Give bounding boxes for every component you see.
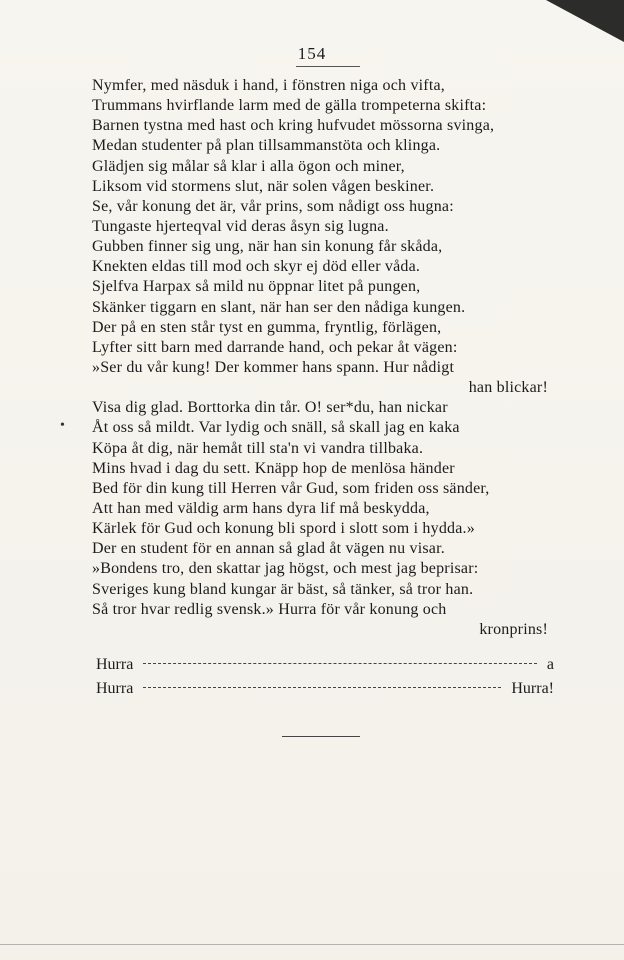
poem-line: Åt oss så mildt. Var lydig och snäll, så skall jag en kaka	[92, 419, 460, 437]
poem-line: Lyfter sitt barn med darrande hand, och pekar åt vägen:	[92, 338, 458, 356]
poem-line: Att han med väldig arm hans dyra lif må beskydda,	[92, 499, 430, 517]
poem-line: Trummans hvirflande larm med de gälla trompeterna skifta:	[92, 97, 487, 115]
poem-line: Knekten eldas till mod och skyr ej död eller våda.	[92, 258, 421, 276]
page-number: 154	[297, 44, 327, 63]
poem-line: »Bondens tro, den skattar jag högst, och mest jag beprisar:	[92, 560, 479, 578]
dash-leader	[143, 663, 537, 664]
poem-text	[92, 76, 554, 640]
poem-line: Nymfer, med näsduk i hand, i fönstren niga och vifta,	[92, 77, 445, 94]
hurra-line-2	[96, 680, 554, 698]
poem-line: »Ser du vår kung! Der kommer hans spann. Hur nådigt	[92, 358, 455, 376]
poem-line: Sjelfva Harpax så mild nu öppnar litet på pungen,	[92, 278, 421, 296]
poem-line: Glädjen sig målar så klar i alla ögon och miner,	[92, 157, 405, 175]
page-number-underline	[296, 66, 360, 67]
closing-rule	[282, 736, 360, 737]
poem-line: Der en student för en annan så glad åt vägen nu visar.	[92, 540, 445, 558]
dash-leader	[143, 687, 501, 688]
poem-line: Sveriges kung bland kungar är bäst, så tänker, så tror han.	[92, 580, 474, 598]
poem-line: Kärlek för Gud och konung bli spord i slott som i hydda.»	[92, 520, 475, 538]
page-corner-shadow	[546, 0, 624, 42]
poem-line: Bed för din kung till Herren vår Gud, som friden oss sänder,	[92, 479, 490, 497]
poem-line: Mins hvad i dag du sett. Knäpp hop de menlösa händer	[92, 459, 455, 477]
poem-line: Medan studenter på plan tillsammanstöta och klinga.	[92, 137, 441, 155]
poem-line: Visa dig glad. Borttorka din tår. O! ser*du, han nickar	[92, 399, 448, 417]
poem-line: Skänker tiggarn en slant, när han ser den nådiga kungen.	[92, 298, 466, 316]
page-bottom-edge	[0, 944, 624, 945]
poem-line-continuation: han blickar!	[468, 379, 548, 397]
poem-line-continuation: kronprins!	[479, 620, 548, 638]
hurra-line-1	[96, 656, 554, 674]
poem-line: Liksom vid stormens slut, när solen vågen beskiner.	[92, 177, 435, 195]
poem-line: Tungaste hjerteqval vid deras åsyn sig lugna.	[92, 217, 389, 235]
hurra-end: a	[546, 656, 554, 673]
poem-line: Gubben finner sig ung, när han sin konung får skåda,	[92, 238, 443, 256]
poem-line: Barnen tystna med hast och kring hufvudet mössorna svinga,	[92, 117, 495, 135]
poem-line: Köpa åt dig, när hemåt till sta'n vi vandra tillbaka.	[92, 439, 424, 457]
margin-mark: •	[60, 418, 65, 433]
poem-line: Der på en sten står tyst en gumma, fryntlig, förlägen,	[92, 318, 442, 336]
hurra-end: Hurra!	[511, 680, 554, 697]
hurra-word: Hurra	[96, 656, 134, 673]
poem-line: Se, vår konung det är, vår prins, som nådigt oss hugna:	[92, 197, 454, 215]
hurra-word: Hurra	[96, 680, 134, 697]
poem-line: Så tror hvar redlig svensk.» Hurra för vår konung och	[92, 600, 447, 618]
